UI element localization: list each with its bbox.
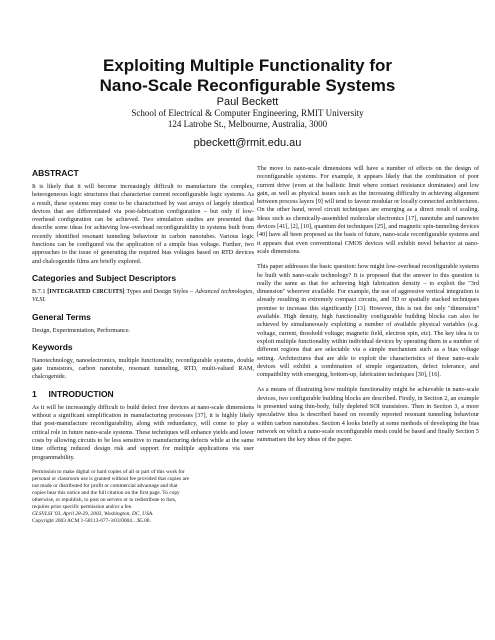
title-line-1: Exploiting Multiple Functionality for <box>103 56 392 75</box>
right-column <box>257 165 479 452</box>
general-terms-heading: General Terms <box>32 311 91 322</box>
affiliation-line-1: School of Electrical & Computer Engineering, RMIT University <box>131 108 364 118</box>
body-paragraph: As a means of illustrating how multiple functionality might be achievable in nano-scale devices, two configurable building blocks are described. Firstly, in Section 2, an example is presented using thin-body, fully depleted SOI transistors. Then in Section 3, a more speculative idea is described based on recently reported resonant tunneling behaviour within carbon nanotubes. Section 4 looks briefly at some methods of developing the bias network on which a nano-scale reconfigurable mesh could be based and finally Section 5 summarises the key ideas of the paper. <box>257 386 479 444</box>
left-column <box>32 165 254 525</box>
paper-title <box>0 56 495 96</box>
body-paragraph: This paper addresses the basic question: how might low-overhead reconfigurable systems be built with nano-scale technology? It is proposed that the answer to this question is really the same as that for achieving high fabrication density – to exploit the "3rd dimension" wherever available. For example, the use of aggressive vertical integration is already resulting in extremely compact circuits, and 3D or spatially stacked techniques promise to increase this significantly [13]. However, this is not the only "dimension" available. High density, high functionality configurable building blocks can also be achieved by simultaneously exploiting a number of available physical variables (e.g. voltage, current, threshold voltage; magnetic field, electron spin, etc). The key idea is to exploit multiple functionality within individual devices by operating them in a number of different regions that are selectable via a simple mechanism such as a bias voltage setting. Architectures that are able to exploit the characteristics of these nano-scale devices will exhibit a combination of simple organization, defect tolerance, and compatibility with emerging, bottom-up, fabrication techniques [30], [16]. <box>257 263 479 379</box>
copyright-line: personal or classroom use is granted without fee provided that copies are <box>32 475 190 482</box>
keywords-heading: Keywords <box>32 341 73 352</box>
ccs-middle: Types and Design Styles – <box>124 287 195 295</box>
copyright-line: otherwise, or republish, to post on servers or to redistribute to lists, <box>32 496 177 503</box>
copyright-line: copies bear this notice and the full citation on the first page. To copy <box>32 489 180 496</box>
author-email: pbeckett@rmit.edu.au <box>193 137 302 149</box>
body-paragraph: The move to nano-scale dimensions will have a number of effects on the design of reconfigurable systems. For example, it appears likely that the combination of poor current drive (even at the ballistic limit where contact resistance dominates) and low gain, as well as physical issues such as the increasing difficulty in achieving alignment between process layers [9] will tend to favour modular or locally connected architectures. On the other hand, novel circuit techniques are emerging as a direct result of scaling. Ideas such as chemically-assembled molecular electronics [17], nanotube and nanowire devices [41], [2], [10], quantum dot techniques [25], and magnetic spin-tunneling devices [40] have all been proposed as the basis of future, nano-scale reconfigurable systems and it appears that even conventional CMOS devices will exhibit novel behavior at nano-scale dimensions. <box>257 165 479 255</box>
abstract-text: It is likely that it will become increasingly difficult to manufacture the complex, heterogeneous logic structures that characterise current reconfigurable logic systems. As a result, these systems may come to be characterised by vast arrays of largely identical devices that are differentiated via post-fabrication configuration – but only if low-overhead configuration can be achieved. Two simulation studies are presented that describe some ideas for achieving low-overhead reconfigurability in systems built from recently identified resonant tunneling behaviour in carbon nanotubes. Various logic functions can be configured via the application of a simple bias voltage. Further, two approaches to the issue of generating the required bias voltages based on RTD devices and chalcogenide films are briefly explored. <box>32 183 254 265</box>
categories-text <box>32 288 254 305</box>
copyright-line: Copyright 2003 ACM 1-58113-677-3/03/0004…$5.00. <box>32 517 151 524</box>
ccs-terms: Advanced technologies, VLSI. <box>32 287 254 304</box>
keywords-text: Nanotechnology, nanoelectronics, multiple functionality, reconfigurable systems, double gate transistors, carbon nanotube, resonant tunneling, RTD, multi-valued RAM, chalcogenide. <box>32 356 254 381</box>
copyright-line: requires prior specific permission and/or a fee. <box>32 503 133 510</box>
copyright-line: GLSVLSI '03, April 28-29, 2003, Washington, DC, USA. <box>32 510 154 517</box>
title-line-2: Nano-Scale Reconfigurable Systems <box>99 76 396 95</box>
ccs-prefix: B.7.1 <box>32 287 48 295</box>
abstract-heading: ABSTRACT <box>32 168 79 178</box>
copyright-line: Permission to make digital or hard copies of all or part of this work for <box>32 468 185 475</box>
introduction-heading: 1 INTRODUCTION <box>32 388 114 399</box>
affiliation-line-2: 124 Latrobe St., Melbourne, Australia, 3000 <box>167 119 328 129</box>
author-affiliation <box>0 108 495 130</box>
ccs-heading: [INTEGRATED CIRCUITS] <box>47 287 125 295</box>
author-name: Paul Beckett <box>216 96 279 108</box>
copyright-line: not made or distributed for profit or commercial advantage and that <box>32 482 178 489</box>
introduction-text: As it will be increasingly difficult to build defect free devices at nano-scale dimensions without a significant simplification in manufacturing processes [37], it is highly likely that post-manufacture reconfigurability, along with redundancy, will come to play a critical role in future nano-scale systems. These techniques will enhance yields and lower costs by allowing circuits to be less sensitive to manufacturing defects while at the same time offering reduced design risk and support for multiple applications via user programmability. <box>32 403 254 461</box>
categories-heading: Categories and Subject Descriptors <box>32 272 177 283</box>
copyright-notice <box>32 469 254 525</box>
general-terms-text: Design, Experimentation, Performance. <box>32 326 131 334</box>
